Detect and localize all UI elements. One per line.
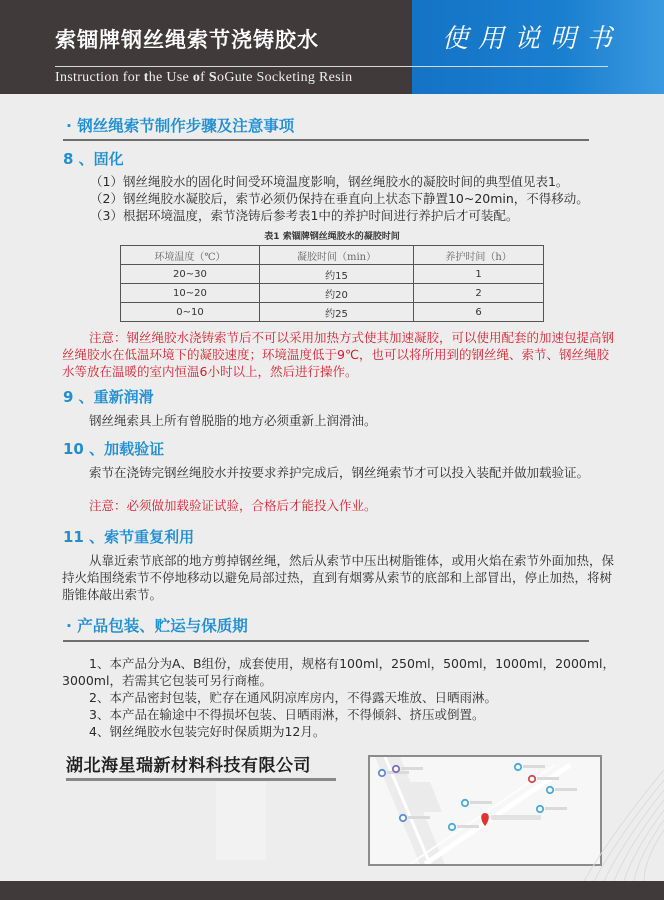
socket-reuse-text: 从靠近索节底部的地方剪掉钢丝绳，然后从索节中压出树脂锥体，或用火焰在索节外面加热，保持火焰围绕索节不停地移动以避免局部过热，直到有烟雾从索节的底部和上部冒出，停止加热，将树脂锥体敲出索节。 (62, 553, 615, 602)
decorative-panel (216, 782, 266, 860)
relubrication-text: 钢丝绳索具上所有曾脱脂的地方必须重新上润滑油。 (89, 413, 377, 428)
heading-socket-reuse: 11 、索节重复利用 (63, 528, 195, 546)
table-header-cell: 养护时间（h） (414, 246, 544, 265)
map-label-placeholder (457, 825, 479, 828)
subtitle-part: S (208, 70, 218, 85)
map-label-placeholder (401, 767, 423, 770)
curing-item-1: （1）钢丝绳胶水的固化时间受环境温度影响，钢丝绳胶水的凝胶时间的典型值见表1。 (90, 174, 569, 189)
curing-note: 注意：钢丝绳胶水浇铸索节后不可以采用加热方式使其加速凝胶，可以使用配套的加速包提高钢丝绳胶水在低温环境下的凝胶速度；环境温度低于9℃，也可以将所用到的钢丝绳、索节、钢丝绳胶水等放在温暖的室内恒温6小时以上，然后进行操作。 (62, 330, 615, 379)
table-header-cell: 凝胶时间（min） (259, 246, 413, 265)
map-pin-icon[interactable] (529, 776, 535, 782)
map-pin-icon[interactable] (449, 824, 455, 830)
map-pin-icon[interactable] (515, 764, 521, 770)
map-label-placeholder (523, 765, 545, 768)
section-divider (63, 640, 589, 642)
table-cell: 10~20 (121, 284, 260, 303)
subtitle-part: he Use (148, 70, 193, 85)
packaging-item-4: 4、钢丝绳胶水包装完好时保质期为12月。 (89, 724, 326, 739)
map-label-placeholder (537, 777, 559, 780)
map-pin-icon[interactable] (462, 800, 468, 806)
header-divider (55, 66, 608, 67)
footer-band (0, 881, 664, 900)
packaging-item-3: 3、本产品在输途中不得损坏包装、日晒雨淋，不得倾斜、挤压或倒置。 (89, 707, 485, 722)
subtitle-part: o (192, 70, 201, 85)
map-label-placeholder (545, 807, 567, 810)
load-verification-text: 索节在浇铸完钢丝绳胶水并按要求养护完成后，钢丝绳索节才可以投入装配并做加载验证。 (89, 465, 590, 480)
curing-item-3: （3）根据环境温度，索节浇铸后参考表1中的养护时间进行养护后才可装配。 (90, 208, 519, 223)
map-label-placeholder (491, 815, 541, 820)
subtitle-part: Instruction for (55, 70, 144, 85)
section-divider (63, 139, 589, 141)
map-pin-icon[interactable] (547, 787, 553, 793)
company-underline (66, 778, 336, 781)
decorative-lines (574, 770, 664, 881)
table-cell: 约25 (259, 303, 413, 322)
heading-curing: 8 、固化 (63, 150, 124, 168)
table-cell: 约15 (259, 265, 413, 284)
product-title: 索锢牌钢丝绳索节浇铸胶水 (55, 28, 319, 52)
map-pin-icon[interactable] (400, 815, 406, 821)
map-pin-icon[interactable] (537, 806, 543, 812)
manual-label: 使用说明书 (442, 24, 623, 54)
packaging-item-2: 2、本产品密封包装，贮存在通风阴凉库房内，不得露天堆放、日晒雨淋。 (89, 690, 497, 705)
packaging-item-1: 1、本产品分为A、B组份，成套使用，规格有100ml，250ml，500ml，1000ml，2000ml，3000ml，若需其它包装可另行商榷。 (62, 656, 616, 688)
map-pin-icon[interactable] (379, 770, 385, 776)
subtitle-part: oGute Socketing Resin (217, 70, 353, 85)
heading-load-verification: 10 、加载验证 (63, 440, 165, 458)
table-cell: 1 (414, 265, 544, 284)
heading-relubrication: 9 、重新润滑 (63, 388, 154, 406)
company-name: 湖北海星瑞新材料科技有限公司 (66, 756, 311, 776)
product-subtitle-en (55, 70, 352, 86)
table-cell: 0~10 (121, 303, 260, 322)
curing-item-2: （2）钢丝绳胶水凝胶后，索节必须仍保持在垂直向上状态下静置10~20min，不得移动。 (90, 191, 589, 206)
table-caption: 表1 索锢牌钢丝绳胶水的凝胶时间 (264, 232, 400, 242)
subtitle-part: t (143, 70, 149, 85)
section-title-steps: · 钢丝绳索节制作步骤及注意事项 (66, 117, 295, 135)
table-cell: 20~30 (121, 265, 260, 284)
table-cell: 2 (414, 284, 544, 303)
table-row (121, 284, 544, 303)
map-label-placeholder (408, 816, 430, 819)
curing-time-table (120, 245, 544, 322)
map-pin-icon[interactable] (393, 766, 399, 772)
table-header-row (121, 246, 544, 265)
table-header-cell: 环境温度（℃） (121, 246, 260, 265)
table-cell: 约20 (259, 284, 413, 303)
table-row (121, 303, 544, 322)
subtitle-part: f (200, 70, 209, 85)
table-cell: 6 (414, 303, 544, 322)
load-verification-note: 注意：必须做加载验证试验，合格后才能投入作业。 (89, 498, 377, 513)
section-title-packaging: · 产品包装、贮运与保质期 (66, 617, 248, 635)
location-map[interactable] (368, 755, 602, 866)
map-label-placeholder (470, 801, 492, 804)
map-graphic (370, 757, 600, 864)
table-row (121, 265, 544, 284)
